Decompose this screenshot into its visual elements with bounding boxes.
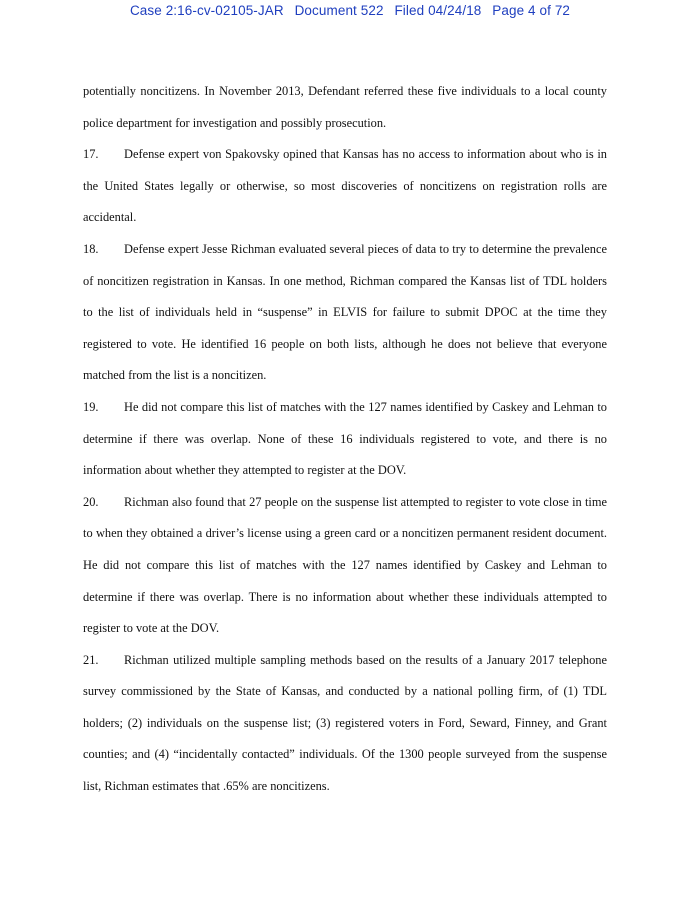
document-number: Document 522 — [294, 3, 384, 18]
paragraph-17 — [83, 139, 607, 234]
document-body — [83, 76, 607, 803]
paragraph-text: He did not compare this list of matches with the 127 names identified by Caskey and Lehman to determine if there was overlap. None of these 16 individuals registered to vote, and there is no information about whether they attempted to register at the DOV. — [83, 399, 607, 478]
paragraph-continuation — [83, 76, 607, 139]
paragraph-19 — [83, 392, 607, 487]
paragraph-number: 20. — [83, 494, 99, 509]
paragraph-text: Richman utilized multiple sampling methods based on the results of a January 2017 telephone survey commissioned by the State of Kansas, and conducted by a national polling firm, of (1) TDL holders; (2) individuals on the suspense list; (3) registered voters in Ford, Seward, Finney, and Grant counties; and (4) “incidentally contacted” individuals. Of the 1300 people surveyed from the suspense list, Richman estimates that .65% are noncitizens. — [83, 652, 607, 794]
filed-date: Filed 04/24/18 — [394, 3, 482, 18]
paragraph-number: 17. — [83, 147, 99, 162]
paragraph-text: Defense expert Jesse Richman evaluated several pieces of data to try to determine the prevalence of noncitizen registration in Kansas. In one method, Richman compared the Kansas list of TDL holders to the list of individuals held in “suspense” in ELVIS for failure to submit DPOC at the time they registered to vote. He identified 16 people on both lists, although he does not believe that everyone matched from the list is a noncitizen. — [83, 241, 607, 383]
paragraph-text: Richman also found that 27 people on the suspense list attempted to register to vote close in time to when they obtained a driver’s license using a green card or a noncitizen permanent resident document. He did not compare this list of matches with the 127 names identified by Caskey and Lehman to determine if there was overlap. There is no information about whether these individuals attempted to register to vote at the DOV. — [83, 494, 607, 636]
paragraph-18 — [83, 234, 607, 392]
paragraph-number: 18. — [83, 241, 99, 256]
paragraph-text: potentially noncitizens. In November 2013, Defendant referred these five individuals to a local county police department for investigation and possibly prosecution. — [83, 84, 607, 130]
paragraph-number: 21. — [83, 652, 99, 667]
paragraph-21 — [83, 645, 607, 803]
page-indicator: Page 4 of 72 — [492, 3, 571, 18]
case-number: Case 2:16-cv-02105-JAR — [129, 3, 284, 18]
paragraph-20 — [83, 487, 607, 645]
paragraph-number: 19. — [83, 399, 99, 414]
case-header — [0, 3, 700, 18]
paragraph-text: Defense expert von Spakovsky opined that Kansas has no access to information about who is in the United States legally or otherwise, so most discoveries of noncitizens on registration rolls are accidental. — [83, 147, 607, 225]
